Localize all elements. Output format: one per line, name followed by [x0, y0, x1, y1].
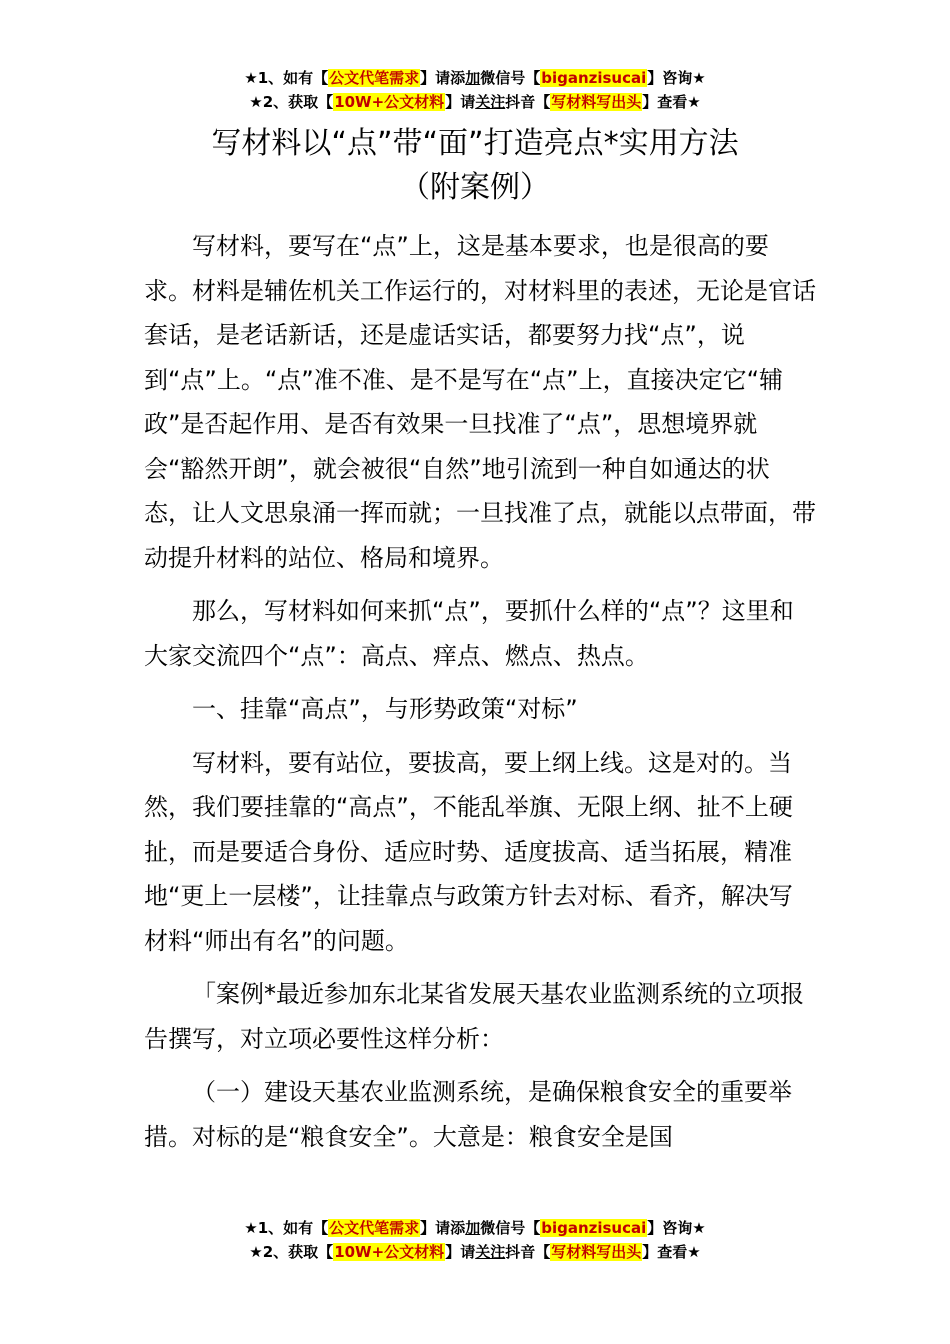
highlight-wechat-id: biganzisucai [541, 1219, 647, 1237]
highlight-wechat-id: biganzisucai [541, 69, 647, 87]
section-heading-1: 一、挂靠“高点”，与形势政策“对标” [192, 695, 578, 723]
highlight-service: 公文代笔需求 [329, 1219, 420, 1237]
highlight-materials: 10W+公文材料 [334, 1243, 445, 1261]
highlight-service: 公文代笔需求 [329, 69, 420, 87]
banner-line-1: ★1、如有【公文代笔需求】请添加微信号【biganzisucai】咨询★ [244, 69, 706, 87]
paragraph-question: 那么，写材料如何来抓“点”，要抓什么样的“点”？这里和大家交流四个“点”：高点、痒点、燃点、热点。 [144, 597, 794, 670]
banner-line-2: ★2、获取【10W+公文材料】请关注抖音【写材料写出头】查看★ [249, 1243, 701, 1261]
document-body [144, 224, 816, 1159]
footer-banner [0, 1216, 950, 1264]
paragraph-case: 「案例*最近参加东北某省发展天基农业监测系统的立项报告撰写，对立项必要性这样分析： [144, 980, 804, 1053]
highlight-douyin-account: 写材料写出头 [551, 93, 642, 111]
document-title [0, 122, 950, 210]
banner-line-2: ★2、获取【10W+公文材料】请关注抖音【写材料写出头】查看★ [249, 93, 701, 111]
highlight-materials: 10W+公文材料 [334, 93, 445, 111]
paragraph-case-point-1: （一）建设天基农业监测系统，是确保粮食安全的重要举措。对标的是“粮食安全”。大意是：粮食安全是国 [144, 1078, 792, 1151]
title-line-2: （附案例） [400, 170, 550, 205]
highlight-douyin-account: 写材料写出头 [551, 1243, 642, 1261]
paragraph-section-1: 写材料，要有站位，要拔高，要上纲上线。这是对的。当然，我们要挂靠的“高点”，不能乱举旗、无限上纲、扯不上硬扯，而是要适合身份、适应时势、适度拔高、适当拓展，精准地“更上一层楼”，让挂靠点与政策方针去对标、看齐，解决写材料“师出有名”的问题。 [144, 748, 793, 955]
header-banner [0, 66, 950, 114]
paragraph-intro: 写材料，要写在“点”上，这是基本要求，也是很高的要求。材料是辅佐机关工作运行的，对材料里的表述，无论是官话套话，是老话新话，还是虚话实话，都要努力找“点”，说到“点”上。“点”准不准、是不是写在“点”上，直接决定它“辅政”是否起作用、是否有效果一旦找准了“点”，思想境界就会“豁然开朗”，就会被很“自然”地引流到一种自如通达的状态，让人文思泉涌一挥而就；一旦找准了点，就能以点带面，带动提升材料的站位、格局和境界。 [144, 232, 816, 572]
banner-line-1: ★1、如有【公文代笔需求】请添加微信号【biganzisucai】咨询★ [244, 1219, 706, 1237]
title-line-1: 写材料以“点”带“面”打造亮点*实用方法 [211, 126, 739, 161]
